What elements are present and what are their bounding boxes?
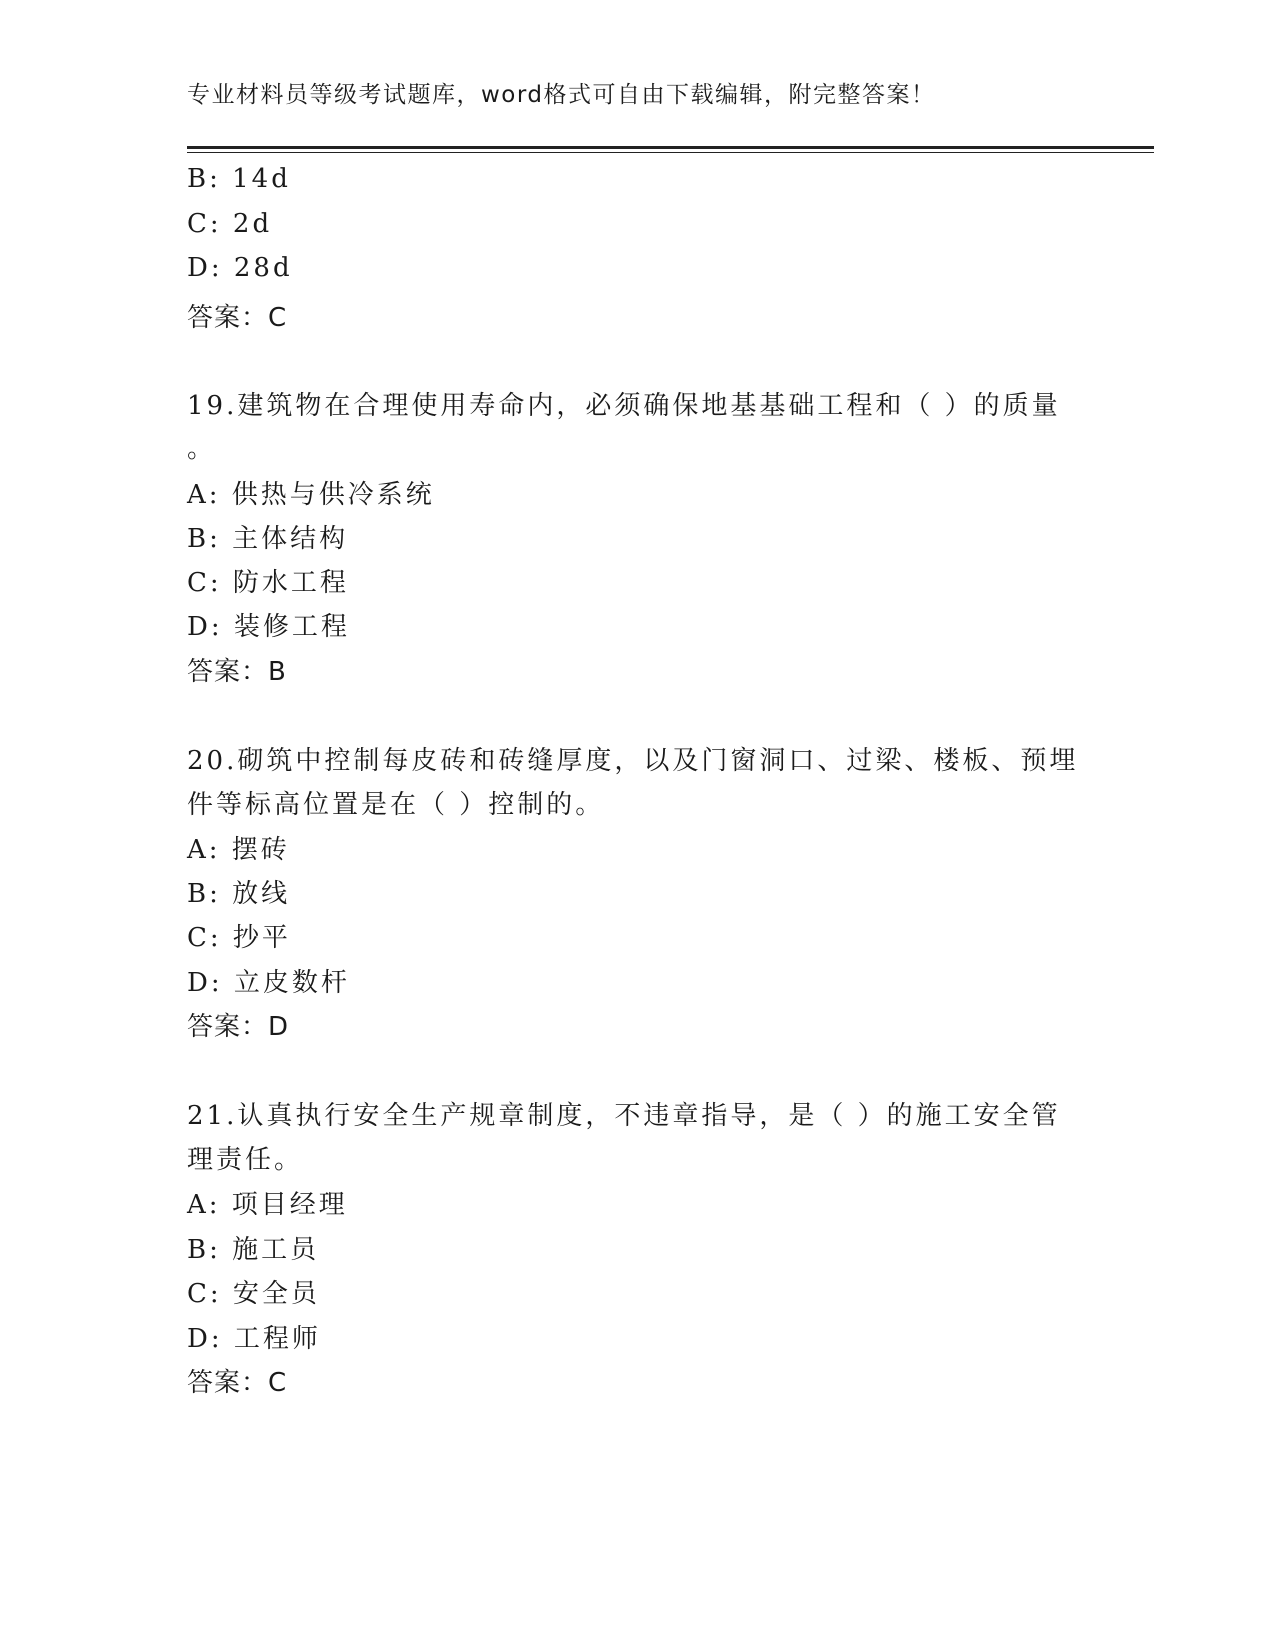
answer: 答案：D bbox=[187, 1012, 290, 1042]
answer: 答案：B bbox=[187, 657, 287, 687]
option-c: C: 2d bbox=[187, 209, 273, 239]
option-c: C: 安全员 bbox=[187, 1279, 320, 1309]
option-d: D: 装修工程 bbox=[187, 612, 350, 642]
question-19-text: 19.建筑物在合理使用寿命内，必须确保地基基础工程和（ ）的质量 bbox=[187, 391, 1061, 421]
option-d: D: 工程师 bbox=[187, 1324, 321, 1354]
question-20-text-cont: 件等标高位置是在（ ）控制的。 bbox=[187, 790, 605, 820]
question-19-text-cont: 。 bbox=[187, 434, 217, 464]
option-b: B: 14d bbox=[187, 164, 291, 194]
header-rule-thick bbox=[187, 146, 1154, 149]
option-d: D: 28d bbox=[187, 253, 293, 283]
option-c: C: 防水工程 bbox=[187, 568, 349, 598]
option-a: A: 供热与供冷系统 bbox=[187, 480, 435, 510]
option-b: B: 施工员 bbox=[187, 1235, 320, 1265]
question-21-text: 21.认真执行安全生产规章制度，不违章指导，是（ ）的施工安全管 bbox=[187, 1101, 1061, 1131]
question-21-text-cont: 理责任。 bbox=[187, 1145, 304, 1175]
option-c: C: 抄平 bbox=[187, 923, 291, 953]
answer: 答案：C bbox=[187, 1368, 288, 1398]
option-a: A: 摆砖 bbox=[187, 835, 290, 865]
header-rule-thin bbox=[187, 152, 1154, 153]
option-b: B: 主体结构 bbox=[187, 524, 349, 554]
option-d: D: 立皮数杆 bbox=[187, 968, 350, 998]
question-20-text: 20.砌筑中控制每皮砖和砖缝厚度，以及门窗洞口、过梁、楼板、预埋 bbox=[187, 746, 1079, 776]
option-b: B: 放线 bbox=[187, 879, 291, 909]
page-header: 专业材料员等级考试题库，word格式可自由下载编辑，附完整答案！ bbox=[187, 82, 936, 108]
answer: 答案：C bbox=[187, 303, 288, 333]
option-a: A: 项目经理 bbox=[187, 1190, 348, 1220]
